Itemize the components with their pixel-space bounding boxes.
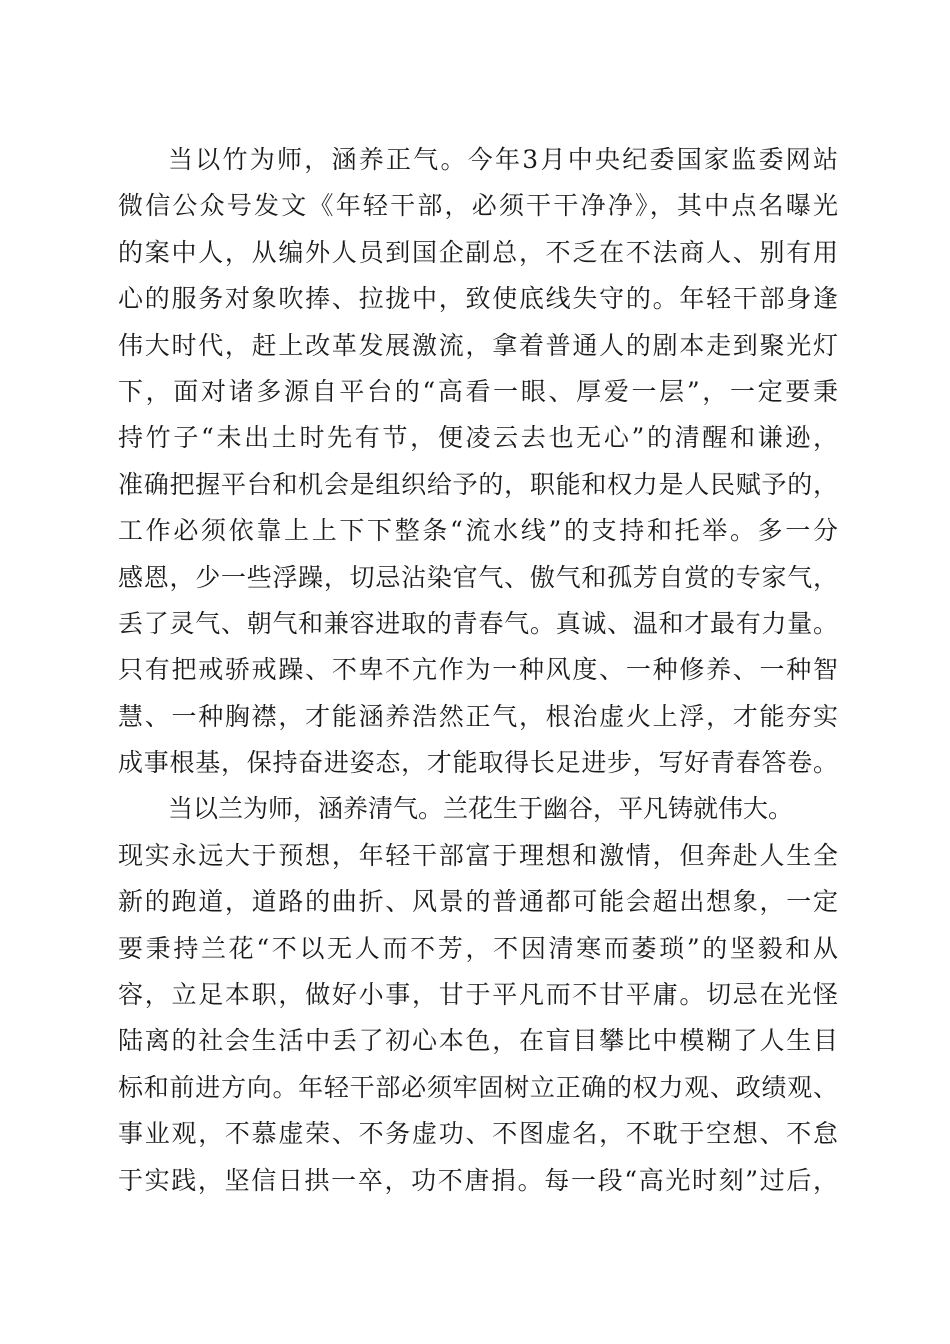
paragraph-orchid — [118, 786, 838, 1204]
text-line: 准确把握平台和机会是组织给予的，职能和权力是人民赋予的， — [118, 469, 838, 499]
body-text — [118, 137, 838, 1204]
text-line: 成事根基，保持奋进姿态，才能取得长足进步，写好青春答卷。 — [118, 748, 838, 778]
text-line: 陆离的社会生活中丢了初心本色，在盲目攀比中模糊了人生目 — [118, 1026, 838, 1056]
text-line: 现实永远大于预想，年轻干部富于理想和激情，但奔赴人生全 — [118, 840, 838, 870]
text-line: 持竹子“未出土时先有节，便凌云去也无心”的清醒和谦逊， — [118, 423, 838, 453]
text-line: 当以竹为师，涵养正气。今年3月中央纪委国家监委网站 — [168, 145, 838, 174]
text-line: 伟大时代，赶上改革发展激流，拿着普通人的剧本走到聚光灯 — [118, 330, 838, 360]
text-line: 当以兰为师，涵养清气。兰花生于幽谷，平凡铸就伟大。 — [168, 794, 794, 824]
text-line: 标和前进方向。年轻干部必须牢固树立正确的权力观、政绩观、 — [118, 1072, 838, 1102]
text-line: 容，立足本职，做好小事，甘于平凡而不甘平庸。切忌在光怪 — [118, 980, 838, 1010]
text-line: 工作必须依靠上上下下整条“流水线”的支持和托举。多一分 — [118, 516, 838, 546]
text-line: 要秉持兰花“不以无人而不芳，不因清寒而萎琐”的坚毅和从 — [118, 933, 838, 963]
text-line: 于实践，坚信日拱一卒，功不唐捐。每一段“高光时刻”过后， — [118, 1165, 838, 1195]
text-line: 微信公众号发文《年轻干部，必须干干净净》，其中点名曝光 — [118, 191, 838, 221]
text-line: 感恩，少一些浮躁，切忌沾染官气、傲气和孤芳自赏的专家气， — [118, 562, 838, 592]
text-line: 下，面对诸多源自平台的“高看一眼、厚爱一层”，一定要秉 — [118, 376, 838, 406]
text-line: 慧、一种胸襟，才能涵养浩然正气，根治虚火上浮，才能夯实 — [118, 701, 838, 731]
text-line: 只有把戒骄戒躁、不卑不亢作为一种风度、一种修养、一种智 — [118, 655, 838, 685]
text-line: 丢了灵气、朝气和兼容进取的青春气。真诚、温和才最有力量。 — [118, 608, 838, 638]
text-line: 的案中人，从编外人员到国企副总，不乏在不法商人、别有用 — [118, 237, 838, 267]
text-line: 心的服务对象吹捧、拉拢中，致使底线失守的。年轻干部身逢 — [118, 284, 838, 314]
text-line: 新的跑道，道路的曲折、风景的普通都可能会超出想象，一定 — [118, 887, 838, 917]
text-line: 事业观，不慕虚荣、不务虚功、不图虚名，不耽于空想、不怠 — [118, 1119, 838, 1149]
paragraph-bamboo — [118, 137, 838, 786]
